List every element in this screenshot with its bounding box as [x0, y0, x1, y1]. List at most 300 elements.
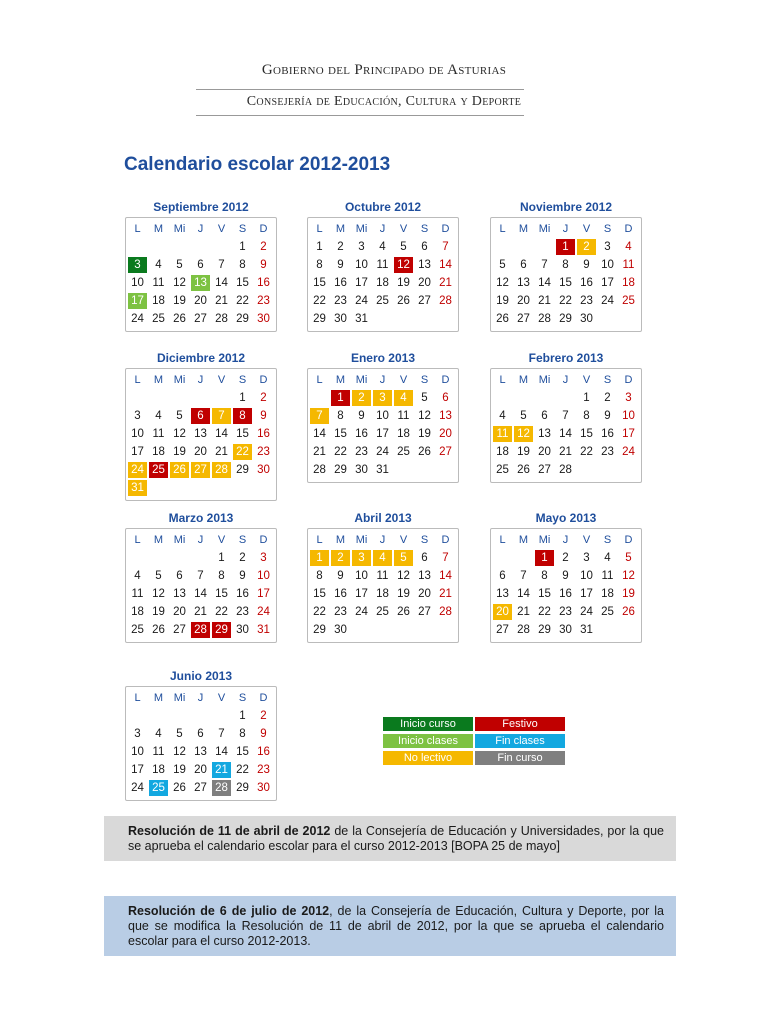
day-cell: 31: [376, 464, 389, 476]
day-cell: 5: [625, 552, 632, 564]
day-cell: 14: [559, 428, 572, 440]
day-cell: 13: [194, 428, 207, 440]
day-cell: 3: [625, 392, 632, 404]
weekday-header: Mi: [355, 374, 368, 386]
weekday-header: Mi: [355, 534, 368, 546]
day-cell: 18: [376, 588, 389, 600]
weekday-header: S: [420, 374, 429, 386]
resolution-1: [104, 816, 676, 861]
day-cell: 2: [337, 241, 344, 253]
day-cell: 1: [218, 552, 225, 564]
day-cell: 5: [421, 392, 428, 404]
day-cell: 19: [152, 606, 165, 618]
day-cell: 9: [358, 410, 365, 422]
weekday-header: V: [582, 223, 591, 235]
day-cell: 15: [538, 588, 551, 600]
weekday-header: M: [518, 374, 529, 386]
month-grid: [309, 371, 457, 479]
day-cell: 24: [131, 313, 144, 325]
header-divider: [196, 89, 524, 90]
day-cell: 6: [421, 241, 428, 253]
day-cell: 21: [517, 606, 530, 618]
day-cell: 8: [583, 410, 590, 422]
day-cell: 29: [313, 624, 326, 636]
legend-fin-clases: Fin clases: [475, 734, 565, 748]
day-cell: 28: [212, 780, 231, 796]
day-cell: 28: [212, 462, 231, 478]
empty-cell: [211, 389, 232, 407]
day-cell: 10: [622, 410, 635, 422]
day-cell: 26: [397, 295, 410, 307]
day-cell: 25: [496, 464, 509, 476]
day-cell: 18: [152, 446, 165, 458]
month-calendar: [125, 351, 277, 501]
day-cell: 9: [239, 570, 246, 582]
day-cell: 25: [152, 313, 165, 325]
weekday-header: M: [335, 223, 346, 235]
month-calendar: [490, 511, 642, 643]
day-cell: 10: [376, 410, 389, 422]
day-cell: 1: [583, 392, 590, 404]
month-calendar: [307, 511, 459, 643]
day-cell: 4: [604, 552, 611, 564]
day-cell: 18: [152, 295, 165, 307]
weekday-header: J: [197, 374, 204, 386]
empty-cell: [492, 549, 513, 567]
day-cell: 7: [197, 570, 204, 582]
day-cell: 20: [173, 606, 186, 618]
day-cell: 15: [236, 746, 249, 758]
resolution-2: [104, 896, 676, 956]
day-cell: 26: [622, 606, 635, 618]
month-grid: [127, 220, 275, 328]
day-cell: 22: [236, 764, 249, 776]
weekday-header: M: [153, 374, 164, 386]
day-cell: 17: [355, 588, 368, 600]
day-cell: 18: [496, 446, 509, 458]
day-cell: 7: [218, 728, 225, 740]
day-cell: 29: [236, 464, 249, 476]
day-cell: 8: [316, 259, 323, 271]
weekday-header: S: [420, 534, 429, 546]
day-cell: 26: [173, 782, 186, 794]
weekday-header: M: [153, 223, 164, 235]
day-cell: 23: [601, 446, 614, 458]
resolution-1-title: Resolución de 11 de abril de 2012: [128, 824, 331, 838]
weekday-header: D: [624, 223, 633, 235]
day-cell: 3: [583, 552, 590, 564]
day-cell: 1: [316, 241, 323, 253]
day-cell: 12: [418, 410, 431, 422]
day-cell: 12: [173, 428, 186, 440]
day-cell: 25: [376, 606, 389, 618]
day-cell: 8: [337, 410, 344, 422]
day-cell: 11: [622, 259, 635, 271]
day-cell: 10: [257, 570, 270, 582]
month-box: [125, 686, 277, 801]
day-cell: 13: [191, 275, 210, 291]
day-cell: 30: [257, 782, 270, 794]
day-cell: 2: [260, 241, 267, 253]
month-name: Septiembre 2012: [153, 200, 249, 214]
day-cell: 7: [310, 408, 329, 424]
day-cell: 9: [260, 728, 267, 740]
weekday-header: L: [134, 374, 141, 386]
day-cell: 23: [334, 606, 347, 618]
day-cell: 27: [418, 606, 431, 618]
day-cell: 30: [257, 464, 270, 476]
weekday-header: S: [238, 692, 247, 704]
day-cell: 10: [580, 570, 593, 582]
day-cell: 27: [418, 295, 431, 307]
day-cell: 3: [134, 410, 141, 422]
day-cell: 25: [131, 624, 144, 636]
weekday-header: Mi: [538, 534, 551, 546]
day-cell: 18: [152, 764, 165, 776]
empty-cell: [534, 389, 555, 407]
weekday-header: M: [518, 223, 529, 235]
day-cell: 31: [128, 480, 147, 496]
day-cell: 23: [236, 606, 249, 618]
day-cell: 13: [194, 746, 207, 758]
day-cell: 14: [194, 588, 207, 600]
empty-cell: [492, 238, 513, 256]
weekday-header: S: [420, 223, 429, 235]
day-cell: 24: [257, 606, 270, 618]
resolution-2-title: Resolución de 6 de julio de 2012: [128, 904, 330, 918]
day-cell: 19: [173, 295, 186, 307]
day-cell: 18: [622, 277, 635, 289]
day-cell: 20: [418, 588, 431, 600]
month-name: Febrero 2013: [528, 351, 604, 365]
month-grid: [309, 220, 457, 328]
day-cell: 4: [625, 241, 632, 253]
day-cell: 22: [236, 295, 249, 307]
day-cell: 6: [421, 552, 428, 564]
day-cell: 26: [173, 313, 186, 325]
day-cell: 11: [397, 410, 410, 422]
day-cell: 16: [355, 428, 368, 440]
day-cell: 1: [535, 550, 554, 566]
day-cell: 7: [218, 259, 225, 271]
day-cell: 5: [400, 241, 407, 253]
day-cell: 10: [131, 746, 144, 758]
day-cell: 1: [239, 241, 246, 253]
day-cell: 11: [152, 746, 165, 758]
legend-no-lectivo: No lectivo: [383, 751, 473, 765]
day-cell: 22: [215, 606, 228, 618]
empty-cell: [169, 238, 190, 256]
weekday-header: V: [399, 223, 408, 235]
weekday-header: D: [441, 534, 450, 546]
day-cell: 31: [355, 313, 368, 325]
day-cell: 4: [155, 410, 162, 422]
day-cell: 26: [170, 462, 189, 478]
day-cell: 2: [260, 392, 267, 404]
day-cell: 7: [520, 570, 527, 582]
day-cell: 3: [604, 241, 611, 253]
weekday-header: D: [441, 374, 450, 386]
empty-cell: [190, 389, 211, 407]
day-cell: 8: [541, 570, 548, 582]
day-cell: 25: [622, 295, 635, 307]
month-box: [490, 217, 642, 332]
day-cell: 22: [233, 444, 252, 460]
day-cell: 11: [152, 277, 165, 289]
month-calendar: [125, 669, 277, 801]
day-cell: 17: [128, 293, 147, 309]
empty-cell: [513, 389, 534, 407]
day-cell: 22: [538, 606, 551, 618]
day-cell: 13: [418, 259, 431, 271]
day-cell: 28: [439, 295, 452, 307]
day-cell: 17: [622, 428, 635, 440]
month-box: [125, 368, 277, 501]
day-cell: 2: [239, 552, 246, 564]
empty-cell: [211, 707, 232, 725]
day-cell: 27: [538, 464, 551, 476]
day-cell: 4: [155, 728, 162, 740]
day-cell: 1: [556, 239, 575, 255]
weekday-header: J: [562, 534, 569, 546]
empty-cell: [148, 389, 169, 407]
weekday-header: L: [316, 534, 323, 546]
weekday-header: M: [335, 534, 346, 546]
day-cell: 25: [376, 295, 389, 307]
day-cell: 23: [257, 295, 270, 307]
weekday-header: Mi: [538, 223, 551, 235]
day-cell: 4: [373, 550, 392, 566]
weekday-header: J: [562, 374, 569, 386]
weekday-header: S: [603, 223, 612, 235]
day-cell: 16: [334, 588, 347, 600]
day-cell: 20: [418, 277, 431, 289]
day-cell: 4: [499, 410, 506, 422]
day-cell: 30: [334, 624, 347, 636]
day-cell: 29: [212, 622, 231, 638]
header-divider-bottom: [196, 115, 524, 116]
month-calendar: [490, 351, 642, 483]
day-cell: 18: [131, 606, 144, 618]
day-cell: 16: [559, 588, 572, 600]
month-grid: [127, 531, 275, 639]
weekday-header: L: [499, 534, 506, 546]
day-cell: 24: [601, 295, 614, 307]
day-cell: 24: [376, 446, 389, 458]
empty-cell: [492, 389, 513, 407]
day-cell: 28: [517, 624, 530, 636]
day-cell: 3: [260, 552, 267, 564]
day-cell: 12: [173, 277, 186, 289]
resolution-2-text: , de la Consejería de Educación, Cultura y Deporte, por la que se modifica la Resolución de 11 de abril de 2012, por la que se aprueba el calendario escolar para el curso 2012-2013.: [128, 904, 664, 948]
day-cell: 12: [397, 570, 410, 582]
day-cell: 8: [239, 259, 246, 271]
weekday-header: J: [379, 534, 386, 546]
day-cell: 8: [562, 259, 569, 271]
day-cell: 20: [493, 604, 512, 620]
day-cell: 4: [394, 390, 413, 406]
day-cell: 14: [538, 277, 551, 289]
day-cell: 13: [496, 588, 509, 600]
day-cell: 6: [499, 570, 506, 582]
weekday-header: J: [197, 534, 204, 546]
day-cell: 27: [517, 313, 530, 325]
empty-cell: [309, 389, 330, 407]
day-cell: 4: [134, 570, 141, 582]
day-cell: 5: [176, 728, 183, 740]
day-cell: 23: [355, 446, 368, 458]
header-department: Consejería de Educación, Cultura y Deporte: [246, 94, 522, 109]
day-cell: 27: [191, 462, 210, 478]
day-cell: 27: [439, 446, 452, 458]
day-cell: 21: [212, 762, 231, 778]
empty-cell: [513, 238, 534, 256]
month-box: [307, 528, 459, 643]
month-grid: [309, 531, 457, 639]
day-cell: 12: [514, 426, 533, 442]
month-grid: [127, 371, 275, 497]
weekday-header: V: [217, 692, 226, 704]
weekday-header: L: [316, 223, 323, 235]
day-cell: 21: [439, 277, 452, 289]
day-cell: 19: [173, 446, 186, 458]
empty-cell: [555, 389, 576, 407]
day-cell: 21: [538, 295, 551, 307]
weekday-header: M: [335, 374, 346, 386]
day-cell: 10: [601, 259, 614, 271]
day-cell: 17: [376, 428, 389, 440]
day-cell: 3: [373, 390, 392, 406]
day-cell: 15: [559, 277, 572, 289]
day-cell: 19: [397, 588, 410, 600]
day-cell: 21: [439, 588, 452, 600]
day-cell: 12: [622, 570, 635, 582]
day-cell: 7: [212, 408, 231, 424]
day-cell: 13: [517, 277, 530, 289]
legend-inicio-curso: Inicio curso: [383, 717, 473, 731]
day-cell: 29: [236, 313, 249, 325]
weekday-header: D: [259, 534, 268, 546]
day-cell: 16: [257, 277, 270, 289]
weekday-header: L: [499, 223, 506, 235]
day-cell: 5: [499, 259, 506, 271]
day-cell: 11: [376, 570, 389, 582]
day-cell: 9: [562, 570, 569, 582]
day-cell: 13: [439, 410, 452, 422]
day-cell: 16: [257, 746, 270, 758]
month-name: Noviembre 2012: [519, 200, 613, 214]
weekday-header: L: [316, 374, 323, 386]
day-cell: 22: [313, 295, 326, 307]
day-cell: 21: [559, 446, 572, 458]
day-cell: 17: [355, 277, 368, 289]
day-cell: 9: [337, 570, 344, 582]
day-cell: 12: [496, 277, 509, 289]
day-cell: 8: [218, 570, 225, 582]
day-cell: 26: [517, 464, 530, 476]
day-cell: 11: [152, 428, 165, 440]
day-cell: 31: [257, 624, 270, 636]
month-calendar: [307, 200, 459, 332]
day-cell: 13: [173, 588, 186, 600]
weekday-header: Mi: [538, 374, 551, 386]
month-calendar: [125, 511, 277, 643]
day-cell: 14: [215, 428, 228, 440]
page-title: Calendario escolar 2012-2013: [124, 154, 391, 175]
day-cell: 25: [149, 780, 168, 796]
day-cell: 23: [334, 295, 347, 307]
weekday-header: Mi: [173, 692, 186, 704]
legend-inicio-clases: Inicio clases: [383, 734, 473, 748]
day-cell: 13: [538, 428, 551, 440]
day-cell: 22: [313, 606, 326, 618]
day-cell: 6: [197, 728, 204, 740]
day-cell: 27: [496, 624, 509, 636]
day-cell: 29: [334, 464, 347, 476]
day-cell: 28: [191, 622, 210, 638]
day-cell: 26: [397, 606, 410, 618]
empty-cell: [190, 549, 211, 567]
day-cell: 18: [601, 588, 614, 600]
day-cell: 14: [313, 428, 326, 440]
day-cell: 14: [215, 746, 228, 758]
day-cell: 3: [352, 550, 371, 566]
weekday-header: S: [238, 223, 247, 235]
weekday-header: S: [603, 374, 612, 386]
day-cell: 31: [580, 624, 593, 636]
day-cell: 29: [559, 313, 572, 325]
day-cell: 1: [310, 550, 329, 566]
day-cell: 24: [131, 782, 144, 794]
day-cell: 24: [128, 462, 147, 478]
weekday-header: L: [134, 534, 141, 546]
day-cell: 4: [379, 241, 386, 253]
day-cell: 28: [439, 606, 452, 618]
day-cell: 9: [260, 259, 267, 271]
empty-cell: [190, 238, 211, 256]
day-cell: 15: [236, 277, 249, 289]
day-cell: 7: [442, 241, 449, 253]
month-calendar: [125, 200, 277, 332]
day-cell: 24: [580, 606, 593, 618]
day-cell: 17: [257, 588, 270, 600]
weekday-header: V: [399, 374, 408, 386]
day-cell: 15: [334, 428, 347, 440]
empty-cell: [127, 707, 148, 725]
day-cell: 16: [236, 588, 249, 600]
day-cell: 17: [601, 277, 614, 289]
weekday-header: L: [499, 374, 506, 386]
day-cell: 2: [562, 552, 569, 564]
day-cell: 30: [236, 624, 249, 636]
day-cell: 2: [352, 390, 371, 406]
day-cell: 21: [215, 446, 228, 458]
day-cell: 24: [355, 295, 368, 307]
weekday-header: V: [217, 534, 226, 546]
day-cell: 9: [337, 259, 344, 271]
day-cell: 23: [257, 764, 270, 776]
weekday-header: D: [259, 223, 268, 235]
day-cell: 19: [496, 295, 509, 307]
weekday-header: S: [603, 534, 612, 546]
day-cell: 22: [559, 295, 572, 307]
day-cell: 24: [355, 606, 368, 618]
day-cell: 6: [176, 570, 183, 582]
empty-cell: [190, 707, 211, 725]
empty-cell: [211, 238, 232, 256]
day-cell: 30: [334, 313, 347, 325]
day-cell: 11: [493, 426, 512, 442]
